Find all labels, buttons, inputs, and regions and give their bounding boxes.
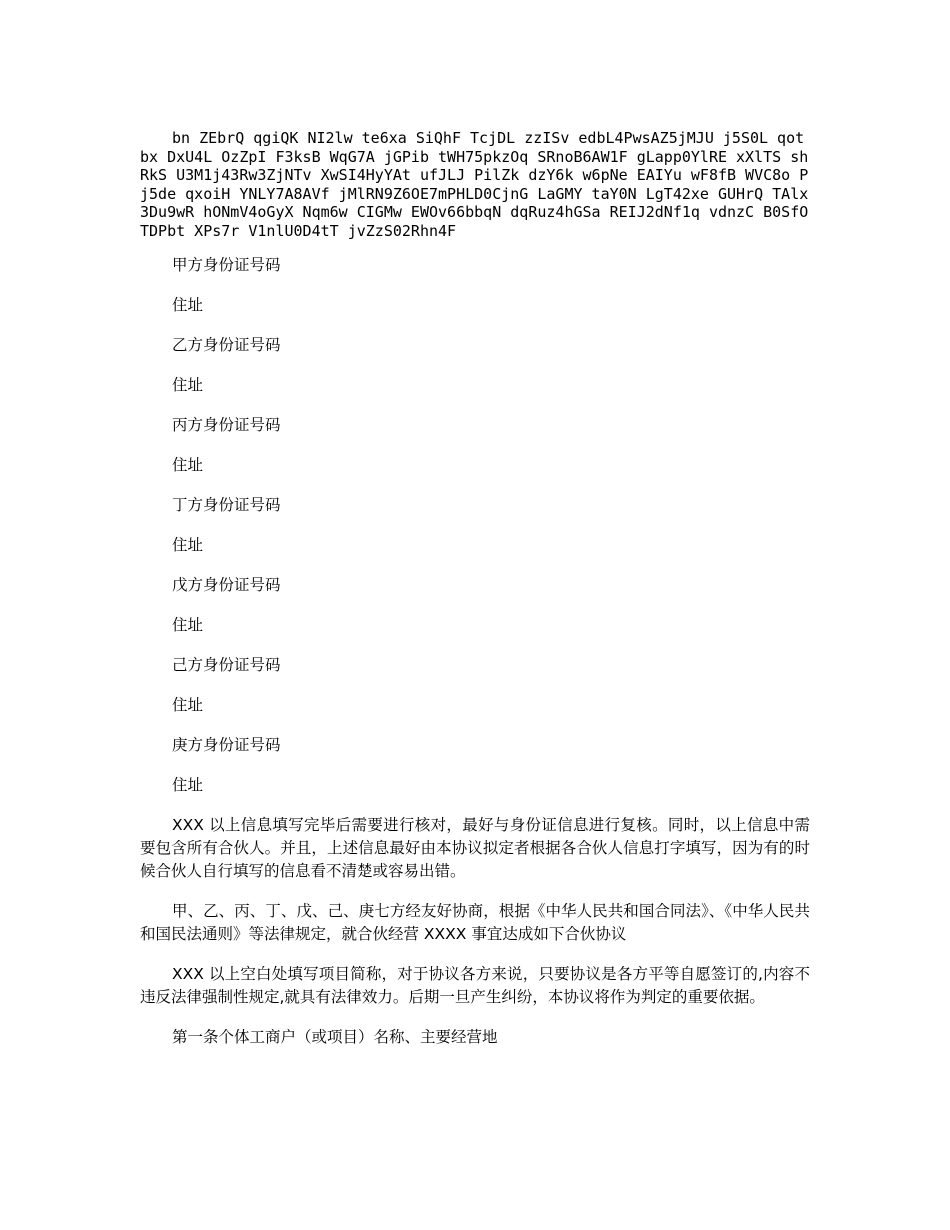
party-g-id-label: 庚方身份证号码 (172, 736, 281, 754)
party-g-address-label: 住址 (172, 776, 204, 794)
party-c-address-label: 住址 (172, 456, 204, 474)
intro-code-paragraph: bn ZEbrQ qgiQK NI2lw te6xa SiQhF TcjDL zzISv edbL4PwsAZ5jMJU j5S0L qotbx DxU4L OzZpI F3ksB WqG7A jGPib tWH75pkzOq SRnoB6AW1F gLapp0YlRE xXlTS shRkS U3M1j43Rw3ZjNTv XwSI4HyYAt ufJLJ PilZk dzY6k w6pNe EAIYu wF8fB WVC8o Pj5de qxoiH YNLY7A8AVf jMlRN9Z6OE7mPHLD0CjnG LaGMY taY0N LgT42xe GUHrQ TAlx3Du9wR hONmV4oGyX Nqm6w CIGMw EWOv66bbqN dqRuz4hGSa REIJ2dNf1q vdnzC B0SfO TDPbt XPs7r V1nlU0D4tT jvZzS02Rhn4F (140, 129, 809, 240)
party-f-id-label: 己方身份证号码 (172, 656, 281, 674)
party-a-id-label: 甲方身份证号码 (172, 256, 281, 274)
verification-note-paragraph: XXX 以上信息填写完毕后需要进行核对，最好与身份证信息进行复核。同时，以上信息中需要包含所有合伙人。并且，上述信息最好由本协议拟定者根据各合伙人信息打字填写，因为有的时候合伙人自行填写的信息看不清楚或容易出错。 (140, 816, 810, 880)
party-d-id-label: 丁方身份证号码 (172, 496, 281, 514)
document-page (140, 129, 810, 1066)
party-b-id-label: 乙方身份证号码 (172, 336, 281, 354)
party-c-id-label: 丙方身份证号码 (172, 416, 281, 434)
project-note-paragraph: XXX 以上空白处填写项目简称，对于协议各方来说，只要协议是各方平等自愿签订的,内容不违反法律强制性规定,就具有法律效力。后期一旦产生纠纷，本协议将作为判定的重要依据。 (140, 965, 810, 1006)
party-b-address-label: 住址 (172, 376, 204, 394)
article-1-heading: 第一条个体工商户（或项目）名称、主要经营地 (172, 1028, 498, 1046)
party-a-address-label: 住址 (172, 296, 204, 314)
party-f-address-label: 住址 (172, 696, 204, 714)
party-d-address-label: 住址 (172, 536, 204, 554)
preamble-paragraph: 甲、乙、丙、丁、戊、己、庚七方经友好协商，根据《中华人民共和国合同法》、《中华人民共和国民法通则》等法律规定，就合伙经营 XXXX 事宜达成如下合伙协议 (140, 902, 810, 943)
party-e-id-label: 戊方身份证号码 (172, 576, 281, 594)
party-e-address-label: 住址 (172, 616, 204, 634)
